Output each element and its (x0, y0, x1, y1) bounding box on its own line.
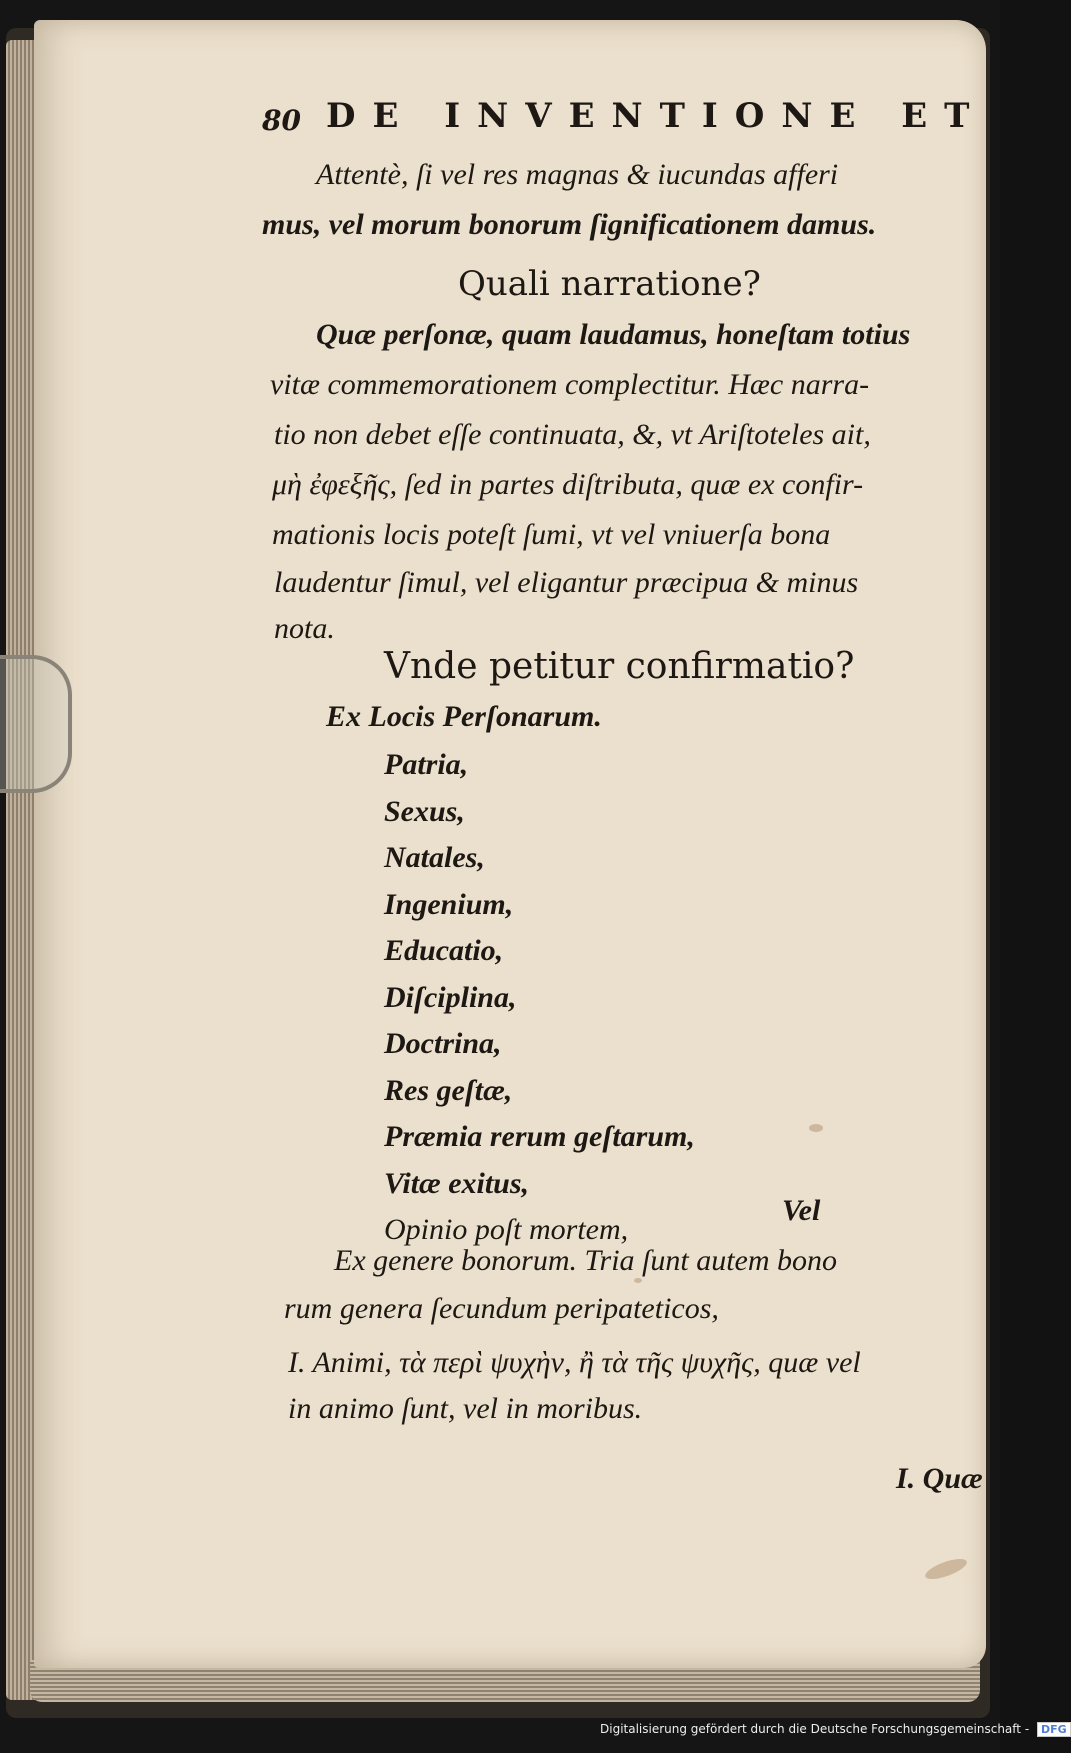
list-item: Educatio, (384, 934, 504, 967)
list-item: Præmia rerum geſtarum, (384, 1120, 695, 1153)
text-line: vitæ commemorationem complectitur. Hæc narra- (270, 368, 870, 401)
text-line: laudentur ſimul, vel eligantur præcipua & minus (274, 566, 859, 599)
text-line: mationis locis poteſt ſumi, vt vel vniuerſa bona (272, 518, 831, 551)
text-line: Ex Locis Perſonarum. (326, 700, 602, 733)
stain (923, 1555, 969, 1583)
text-line: Quæ perſonæ, quam laudamus, honeſtam totius (316, 318, 911, 351)
text-line: μὴ ἐφεξῆς, ſed in partes diſtributa, quæ ex confir- (272, 468, 864, 501)
text-line: nota. (274, 612, 335, 645)
stain (809, 1124, 823, 1132)
list-item: Natales, (384, 841, 485, 874)
catchword: I. Quæ (896, 1462, 983, 1495)
text-line: Ex genere bonorum. Tria ſunt autem bono (334, 1244, 838, 1277)
text-line: in animo ſunt, vel in moribus. (288, 1392, 643, 1425)
list-item: Vitæ exitus, (384, 1166, 530, 1200)
paper-clip-icon (0, 655, 72, 793)
list-item: Diſciplina, (384, 980, 517, 1014)
text-line: tio non debet eſſe continuata, &, vt Ariſtoteles ait, (274, 418, 871, 451)
stain (634, 1278, 642, 1283)
page-number: 80 (262, 104, 301, 137)
footer-credit (600, 1722, 1071, 1737)
list-item: Opinio poſt mortem, (384, 1213, 629, 1246)
list-item: Doctrina, (384, 1027, 502, 1060)
text-line: rum genera ſecundum peripateticos, (284, 1292, 719, 1325)
list-item: Ingenium, (384, 887, 514, 921)
list-item: Sexus, (384, 794, 465, 828)
text-line: mus, vel morum bonorum ſignificationem damus. (262, 208, 877, 241)
section-heading: Quali narratione? (458, 264, 761, 304)
dfg-logo: DFG (1037, 1722, 1071, 1737)
text-line: Attentè, ſi vel res magnas & iucundas afferi (316, 158, 839, 191)
running-title: DE INVENTIONE ET (326, 96, 987, 136)
list-item: Res geſtæ, (384, 1073, 513, 1107)
text-line: I. Animi, τὰ περὶ ψυχὴν, ἢ τὰ τῆς ψυχῆς, quæ vel (288, 1346, 861, 1379)
section-heading: Vnde petitur confirmatio? (384, 646, 855, 687)
text-line-vel: Vel (782, 1194, 821, 1227)
credit-text: Digitalisierung gefördert durch die Deutsche Forschungsgemeinschaft - (600, 1722, 1030, 1736)
list-item: Patria, (384, 748, 469, 781)
